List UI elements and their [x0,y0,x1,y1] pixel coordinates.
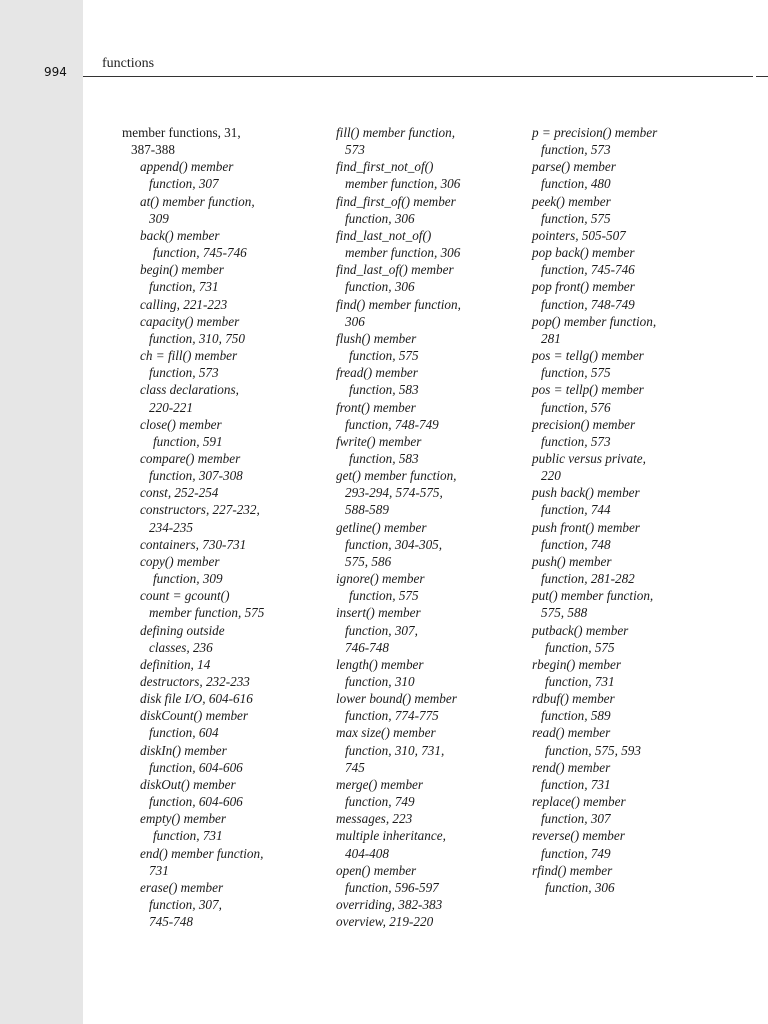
index-entry-line: flush() member [336,330,417,346]
index-entry-line: 306 [345,313,365,329]
index-entry-line: getline() member [336,519,427,535]
index-entry-line: 281 [541,330,561,346]
index-subentry [532,587,732,621]
index-entry-line: precision() member [532,416,636,432]
index-subentry [122,261,307,295]
index-entry-line: containers, 730-731 [140,536,247,552]
index-entry-line: function, 307 [541,811,611,827]
index-entry-line: function, 749 [345,794,415,810]
index-subentry [336,399,521,433]
index-entry-line: 746-748 [345,639,389,655]
index-entry-line: member functions, 31, [122,125,241,140]
index-entry-line: constructors, 227-232, [140,502,260,518]
index-entry-line: 745-748 [149,914,193,930]
index-subentry [336,158,521,192]
index-subentry [532,416,732,450]
index-subentry [122,742,307,776]
index-entry-line: append() member [140,159,234,175]
index-entry-line: overview, 219-220 [336,914,434,930]
index-entry-line: peek() member [532,193,611,209]
index-entry-line: 220-221 [149,399,193,415]
page-margin-gutter [0,0,83,1024]
index-entry-line: rdbuf() member [532,691,615,707]
index-subentry [336,467,521,518]
index-subentry [122,347,307,381]
index-subentry [532,724,732,758]
index-subentry [336,810,521,827]
index-entry-line: function, 583 [349,382,419,398]
index-entry-line: function, 307-308 [149,468,243,484]
index-entry-line: 309 [149,210,169,226]
index-entry-line: fwrite() member [336,433,422,449]
index-entry-line: function, 744 [541,502,611,518]
index-subentry [122,227,307,261]
index-subentry [532,450,732,484]
header-rule [83,76,753,77]
index-entry-line: function, 575 [349,348,419,364]
index-subentry [336,519,521,570]
index-subentry [532,124,732,158]
index-subentry [532,347,732,381]
index-entry-line: member function, 306 [345,245,461,261]
index-subentry [122,381,307,415]
index-subentry [336,227,521,261]
index-entry-line: end() member function, [140,845,264,861]
index-entry-line: putback() member [532,622,629,638]
index-entry-line: function, 731 [545,674,615,689]
index-entry-line: read() member [532,725,611,741]
index-entry-line: put() member function, [532,588,654,604]
index-subentry [122,536,307,553]
index-subentry [336,690,521,724]
index-entry-line: function, 310 [345,674,415,689]
index-entry-line: back() member [140,227,220,243]
index-subentry [532,244,732,278]
index-entry-line: count = gcount() [140,588,230,604]
index-subentry [532,690,732,724]
index-entry-line: definition, 14 [140,656,211,672]
index-entry-line: parse() member [532,159,616,175]
index-entry-line: class declarations, [140,382,239,398]
index-entry-line: 234-235 [149,519,193,535]
index-entry-line: at() member function, [140,193,255,209]
index-entry-line: function, 774-775 [345,708,439,724]
index-entry-line: find_first_of() member [336,193,456,209]
index-entry-line: begin() member [140,262,224,278]
index-entry-line: function, 281-282 [541,571,635,587]
index-entry-line: function, 748 [541,536,611,552]
index-subentry [532,519,732,553]
index-subentry [122,193,307,227]
index-entry-line: function, 306 [345,279,415,295]
index-subentry [532,759,732,793]
index-entry-line: function, 575 [349,588,419,604]
index-entry-line: rend() member [532,759,611,775]
index-entry-line: find_last_not_of() [336,227,432,243]
index-subentry [532,227,732,244]
index-subentry [532,484,732,518]
index-entry-line: function, 575, 593 [545,742,641,758]
index-entry-line: 588-589 [345,502,389,518]
index-entry-line: function, 748-749 [345,416,439,432]
index-entry-line: function, 731 [541,776,611,792]
index-entry-line: 293-294, 574-575, [345,485,443,501]
index-subentry [336,776,521,810]
running-head: functions [102,56,155,71]
index-entry-line: public versus private, [532,450,646,466]
index-subentry [122,656,307,673]
index-subentry [336,330,521,364]
index-subentry [336,913,521,930]
index-subentry [122,587,307,621]
index-entry-line: disk file I/O, 604-616 [140,691,253,707]
index-entry-line: function, 589 [541,708,611,724]
index-entry-line: function, 307, [149,897,222,913]
index-subentry [122,622,307,656]
index-entry-line: 745 [345,759,365,775]
index-entry-line: function, 745-746 [541,262,635,278]
index-entry-line: function, 731 [149,279,219,295]
index-entry-line: function, 583 [349,450,419,466]
index-entry-line: function, 575 [545,639,615,655]
index-entry-line: function, 309 [153,571,223,587]
index-entry-line: pos = tellg() member [532,348,644,364]
index-entry-line: diskIn() member [140,742,227,758]
index-entry-line: 573 [345,142,365,158]
index-subentry [336,193,521,227]
index-subentry [122,450,307,484]
index-subentry [336,570,521,604]
index-entry-line: 220 [541,468,561,484]
index-subentry [336,296,521,330]
index-entry-line: function, 576 [541,399,611,415]
index-entry-line: capacity() member [140,313,240,329]
index-subentry [532,656,732,690]
index-entry-line: function, 306 [345,210,415,226]
index-subentry [532,278,732,312]
index-entry-line: overriding, 382-383 [336,897,443,913]
index-subentry [122,690,307,707]
index-subentry [122,296,307,313]
index-entry-line: classes, 236 [149,639,213,655]
index-subentry [532,553,732,587]
index-entry-line: open() member [336,862,417,878]
index-subentry [122,484,307,501]
index-entry-line: function, 575 [541,365,611,381]
index-entry-line: function, 604 [149,725,219,741]
index-subentry [122,553,307,587]
index-entry-line: function, 573 [149,365,219,381]
index-entry-line: function, 575 [541,210,611,226]
index-entry-line: diskOut() member [140,776,236,792]
index-subentry [336,433,521,467]
index-subentry [336,604,521,655]
index-entry-line: pop front() member [532,279,635,295]
index-entry-line: compare() member [140,450,241,466]
index-entry-line: function, 307, [345,622,418,638]
index-subentry [122,810,307,844]
page-number: 994 [44,65,67,79]
index-entry-line: get() member function, [336,468,457,484]
index-subentry [336,124,521,158]
index-entry-line: lower bound() member [336,691,457,707]
index-subentry [122,673,307,690]
index-entry-line: find_last_of() member [336,262,454,278]
index-entry-line: pointers, 505-507 [532,227,626,243]
index-entry-line: function, 596-597 [345,879,439,895]
index-entry-line: front() member [336,399,416,415]
index-subentry [336,724,521,775]
index-entry-line: member function, 575 [149,605,265,621]
index-subentry [122,501,307,535]
index-entry-line: fill() member function, [336,125,456,140]
index-entry-line: function, 304-305, [345,536,443,552]
index-entry-line: function, 731 [153,828,223,844]
index-column-3 [532,124,732,896]
index-subentry [532,827,732,861]
index-subentry [532,793,732,827]
index-subentry [532,381,732,415]
index-subentry [336,862,521,896]
index-entry-line: function, 307 [149,176,219,192]
index-entry-line: find_first_not_of() [336,159,434,175]
index-entry-line: function, 604-606 [149,794,243,810]
index-entry-line: merge() member [336,776,424,792]
index-entry-line: function, 310, 731, [345,742,445,758]
index-entry-line: function, 310, 750 [149,330,245,346]
index-entry-line: pos = tellp() member [532,382,644,398]
index-entry-line: length() member [336,656,424,672]
index-entry-line: empty() member [140,811,227,827]
index-entry-line: 575, 588 [541,605,588,621]
index-entry-line: fread() member [336,365,418,381]
index-entry-line: function, 748-749 [541,296,635,312]
index-subentry [122,158,307,192]
index-entry-line: function, 604-606 [149,759,243,775]
index-subentry [122,776,307,810]
index-entry-line: find() member function, [336,296,461,312]
index-subentry [532,313,732,347]
index-main-entry [122,124,307,158]
index-subentry [532,193,732,227]
index-subentry [122,313,307,347]
index-entry-line: diskCount() member [140,708,249,724]
index-subentry [122,416,307,450]
index-entry-line: function, 306 [545,879,615,895]
index-entry-line: member function, 306 [345,176,461,192]
index-entry-line: close() member [140,416,222,432]
index-entry-line: function, 480 [541,176,611,192]
index-entry-line: function, 745-746 [153,245,247,261]
index-entry-line: 575, 586 [345,553,392,569]
index-entry-line: messages, 223 [336,811,413,827]
index-entry-line: function, 573 [541,142,611,158]
index-entry-line: rbegin() member [532,656,621,672]
index-entry-line: push front() member [532,519,640,535]
index-subentry [532,158,732,192]
index-subentry [336,656,521,690]
index-subentry [122,879,307,930]
header-rule-end [756,76,768,77]
index-entry-line: push() member [532,553,612,569]
index-entry-line: insert() member [336,605,421,621]
index-entry-line: calling, 221-223 [140,296,228,312]
index-entry-line: 404-408 [345,845,389,861]
index-entry-line: ignore() member [336,571,425,587]
index-subentry [122,707,307,741]
index-column-1 [122,124,307,930]
index-column-2 [336,124,521,930]
index-entry-line: rfind() member [532,862,613,878]
index-subentry [336,896,521,913]
index-entry-line: copy() member [140,553,220,569]
index-entry-line: 731 [149,862,169,878]
index-entry-line: pop() member function, [532,313,657,329]
index-entry-line: defining outside [140,622,225,638]
index-entry-line: function, 749 [541,845,611,861]
index-entry-line: 387-388 [131,142,175,158]
index-subentry [532,862,732,896]
index-entry-line: destructors, 232-233 [140,674,250,689]
index-entry-line: function, 573 [541,433,611,449]
index-entry-line: max size() member [336,725,436,741]
index-entry-line: push back() member [532,485,640,501]
index-entry-line: multiple inheritance, [336,828,446,844]
index-subentry [122,845,307,879]
index-subentry [532,622,732,656]
index-entry-line: p = precision() member [532,125,658,140]
index-subentry [336,261,521,295]
index-entry-line: const, 252-254 [140,485,219,501]
index-entry-line: replace() member [532,794,626,810]
index-entry-line: ch = fill() member [140,348,238,364]
index-entry-line: pop back() member [532,245,635,261]
index-subentry [336,364,521,398]
index-entry-line: erase() member [140,879,224,895]
index-entry-line: function, 591 [153,433,223,449]
index-subentry [336,827,521,861]
index-entry-line: reverse() member [532,828,625,844]
